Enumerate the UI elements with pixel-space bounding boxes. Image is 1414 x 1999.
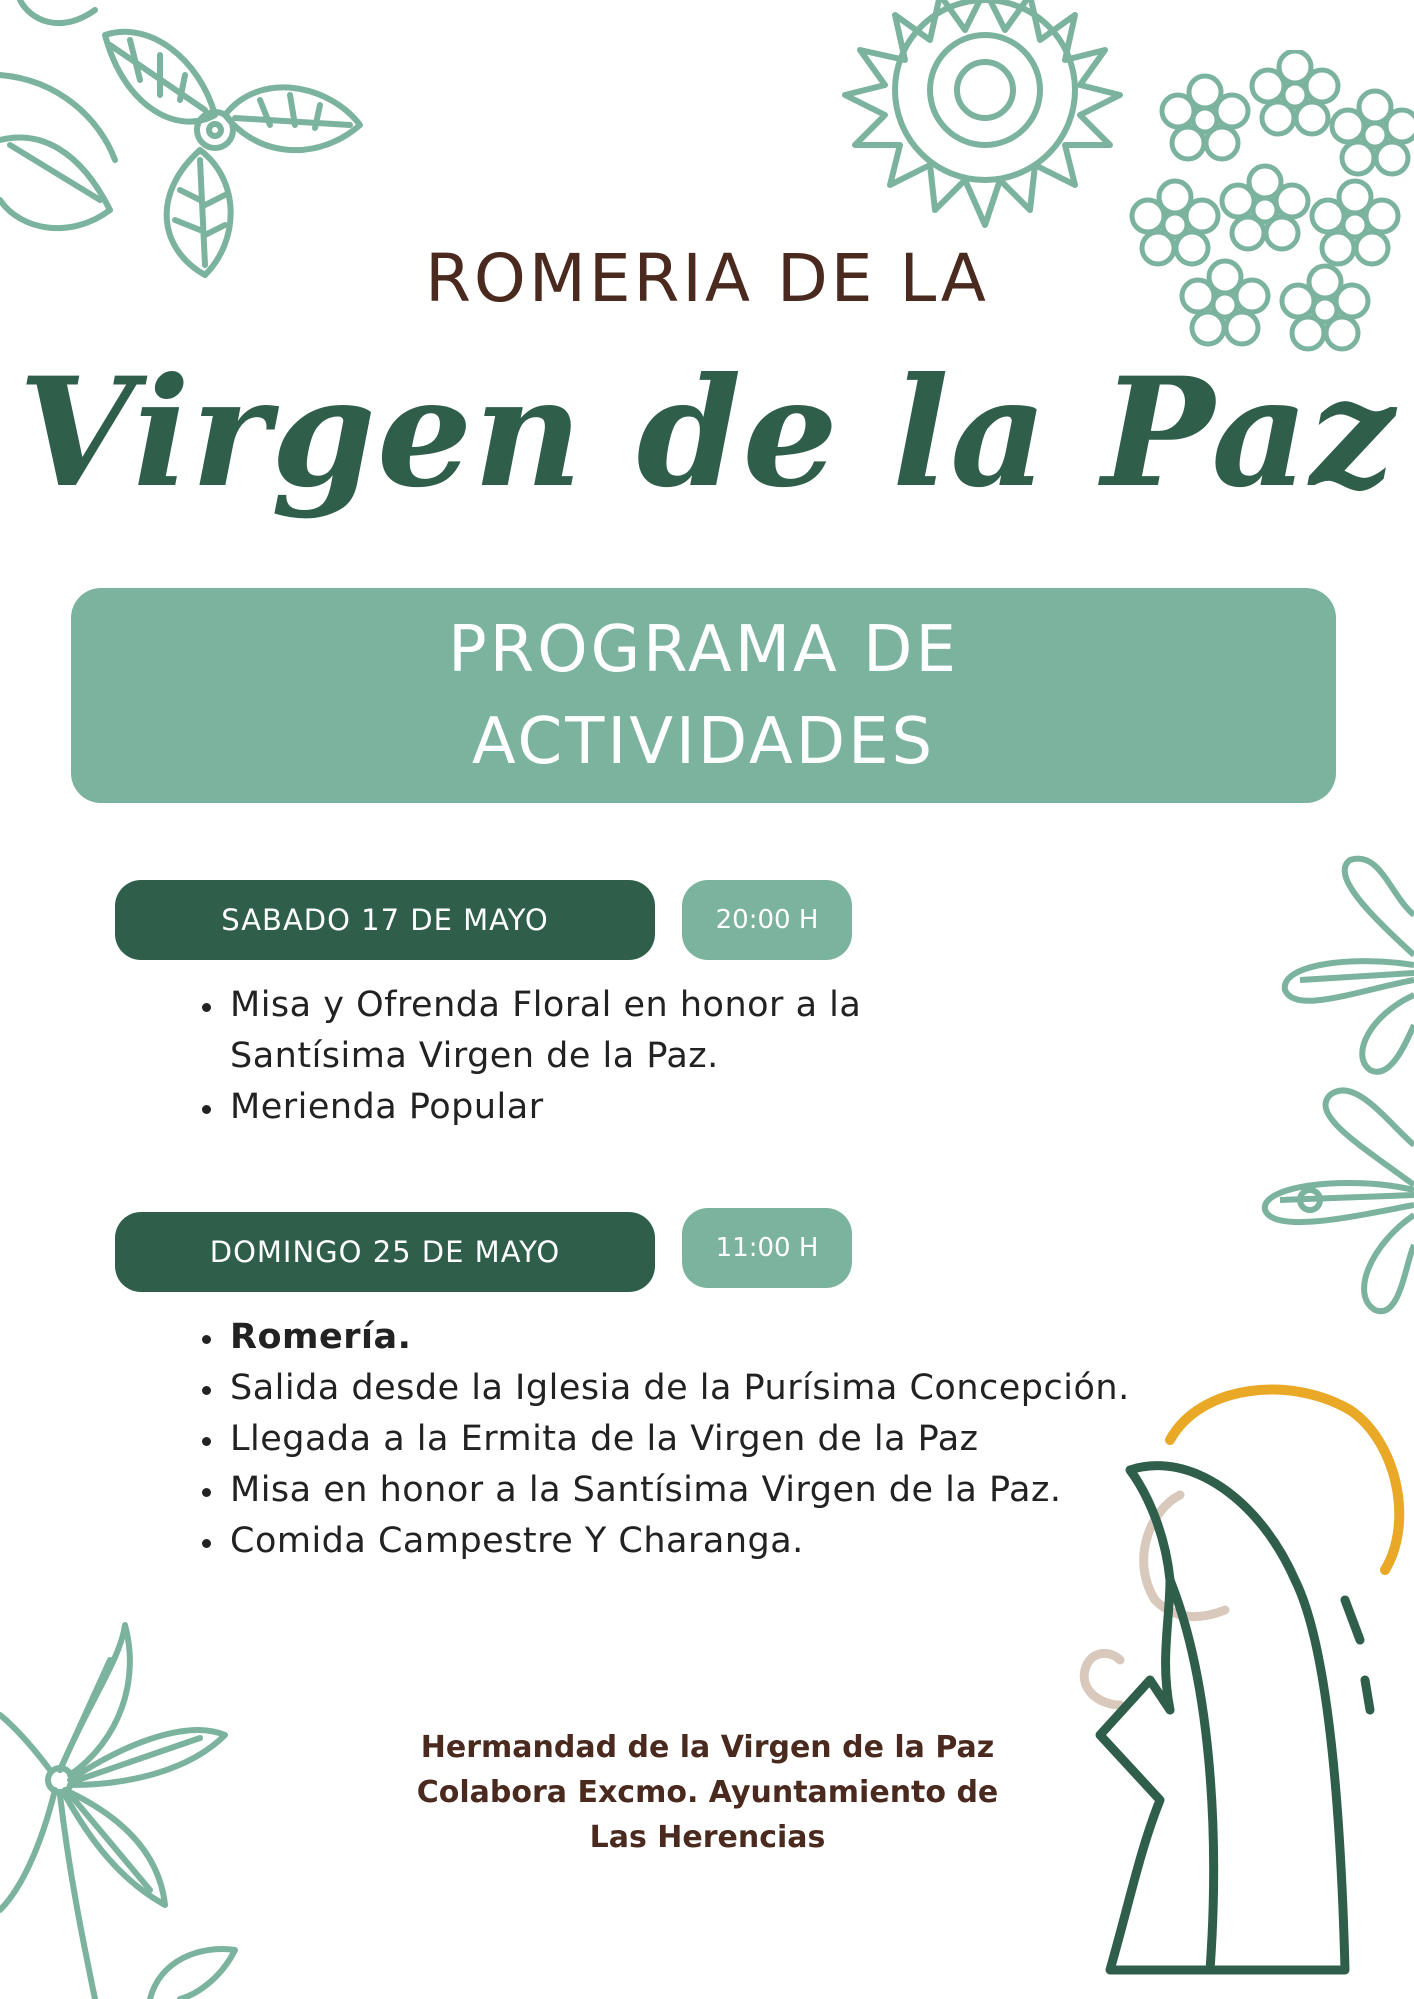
event-date-badge: SABADO 17 DE MAYO <box>115 880 655 960</box>
event-time-badge: 20:00 H <box>682 880 852 960</box>
program-line-1: PROGRAMA DE <box>448 612 959 687</box>
list-item: Merienda Popular <box>200 1082 861 1133</box>
footer-line-3: Las Herencias <box>589 1820 826 1855</box>
list-item: Salida desde la Iglesia de la Purísima Concepción. <box>200 1363 1130 1414</box>
list-item: Misa en honor a la Santísima Virgen de la Paz. <box>200 1465 1130 1516</box>
event-activity-list <box>200 980 861 1133</box>
title-prefix: ROMERIA DE LA <box>425 240 989 317</box>
list-item: Misa y Ofrenda Floral en honor a la <box>200 980 861 1031</box>
program-banner <box>71 588 1336 803</box>
page-title: Virgen de la Paz <box>18 345 1396 521</box>
hydrangea-icon <box>1125 50 1414 380</box>
event-activity-list <box>200 1312 1130 1567</box>
footer-line-1: Hermandad de la Virgen de la Paz <box>420 1730 995 1765</box>
footer-credits <box>370 1725 1045 1860</box>
flower-icon <box>0 1620 240 1999</box>
footer-line-2: Colabora Excmo. Ayuntamiento de <box>416 1775 999 1810</box>
dahlia-icon <box>810 0 1170 240</box>
list-item: Comida Campestre Y Charanga. <box>200 1516 1130 1567</box>
list-item-continuation: Santísima Virgen de la Paz. <box>230 1036 719 1076</box>
program-line-2: ACTIVIDADES <box>471 704 936 779</box>
flower-icon <box>1240 855 1414 1325</box>
event-time-badge: 11:00 H <box>682 1208 852 1288</box>
list-item: Romería. <box>200 1312 1130 1363</box>
event-date-badge: DOMINGO 25 DE MAYO <box>115 1212 655 1292</box>
list-item: Llegada a la Ermita de la Virgen de la Paz <box>200 1414 1130 1465</box>
